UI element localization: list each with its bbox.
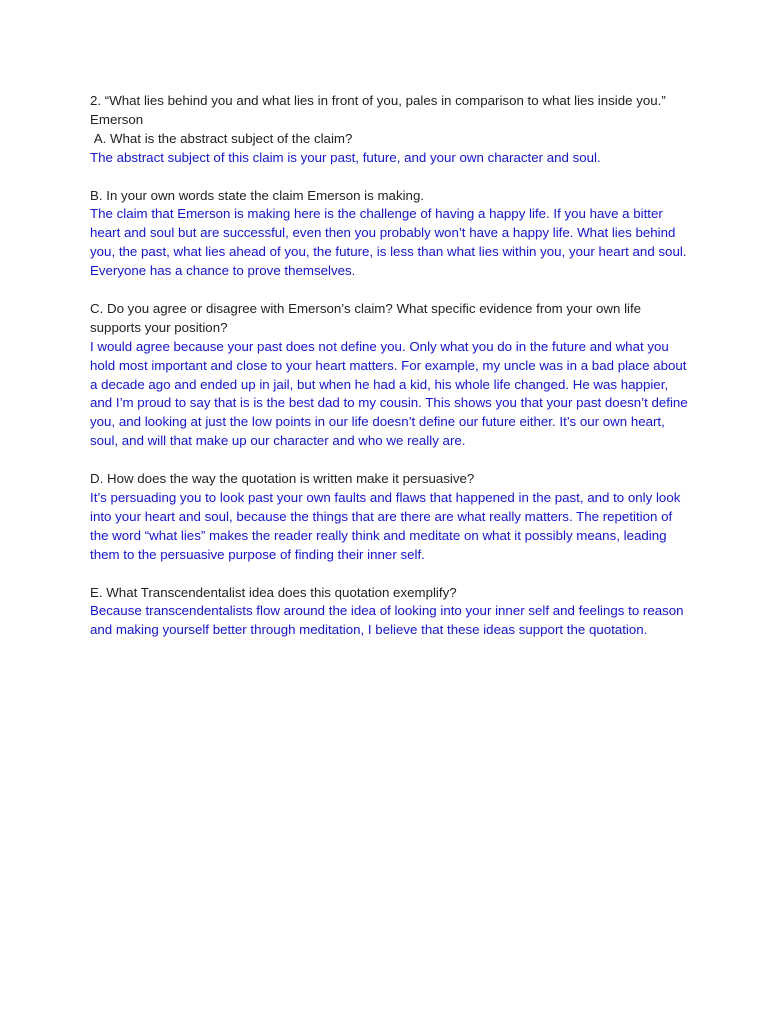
answer-d: It’s persuading you to look past your own faults and flaws that happened in the past, and to only look into your heart and soul, because the things that are there are what really matters. The repetition of the word “what lies” makes the reader really think and meditate on what it possibly means, leading them to the persuasive purpose of finding their inner self. <box>90 489 685 562</box>
section-c <box>90 300 690 451</box>
answer-a: The abstract subject of this claim is your past, future, and your own character and soul. <box>90 149 601 165</box>
quotation-prompt: 2. “What lies behind you and what lies in front of you, pales in comparison to what lies inside you.” Emerson <box>90 93 670 127</box>
answer-e: Because transcendentalists flow around the idea of looking into your inner self and feelings to reason and making yourself better through meditation, I believe that these ideas support the quotation. <box>90 603 688 638</box>
answer-b: The claim that Emerson is making here is the challenge of having a happy life. If you have a bitter heart and soul but are successful, even then you probably won’t have a happy life. What lies behind you, the past, what lies ahead of you, the future, is less than what lies within you, your heart and soul. Everyone has a chance to prove themselves. <box>90 206 691 279</box>
document-page <box>90 92 690 659</box>
question-e: E. What Transcendentalist idea does this quotation exemplify? <box>90 584 457 600</box>
section-d <box>90 470 690 565</box>
question-d: D. How does the way the quotation is written make it persuasive? <box>90 471 475 487</box>
answer-c: I would agree because your past does not define you. Only what you do in the future and what you hold most important and close to your heart matters. For example, my uncle was in a bad place about a decade ago and ended up in jail, but when he had a kid, his whole life changed. He was happier, and I’m proud to say that is is the best dad to my cousin. This shows you that your past doesn’t define you, and looking at just the low points in our life doesn’t define our future either. It’s our own heart, soul, and will that make up our character and who we really are. <box>90 338 692 449</box>
section-b <box>90 187 690 282</box>
section-a <box>90 130 690 168</box>
question-c: C. Do you agree or disagree with Emerson’s claim? What specific evidence from your own life supports your position? <box>90 300 645 335</box>
section-e <box>90 584 690 641</box>
question-b: B. In your own words state the claim Emerson is making. <box>90 187 425 203</box>
question-a: A. What is the abstract subject of the claim? <box>90 130 353 146</box>
